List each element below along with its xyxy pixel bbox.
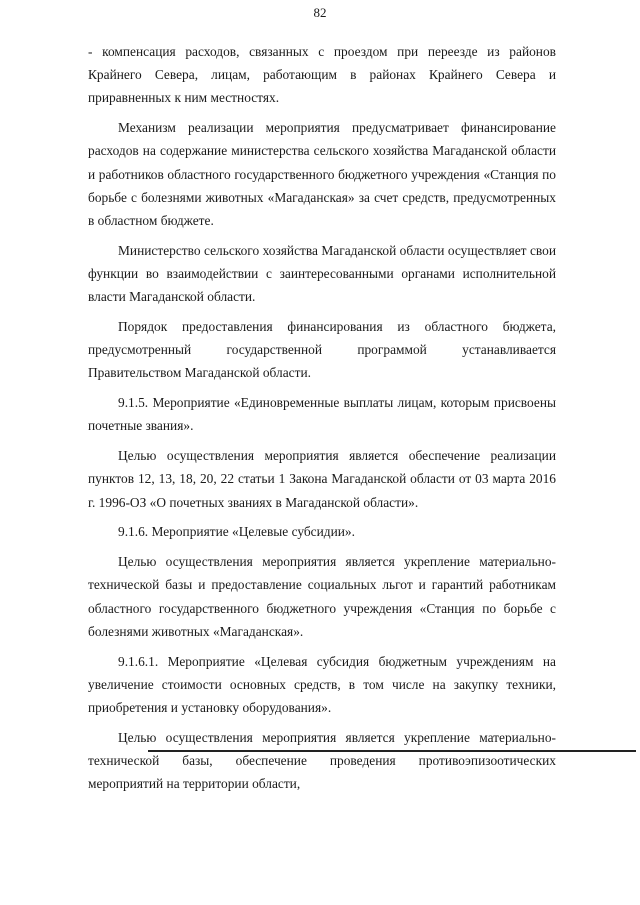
paragraph-funding-procedure: Порядок предоставления финансирования из областного бюджета, предусмотренный государственной программой устанавливается Правительством Магаданской области.	[88, 319, 556, 381]
page-number: 82	[313, 5, 327, 20]
paragraph-mechanism: Механизм реализации мероприятия предусматривает финансирование расходов на содержание министерства сельского хозяйства Магаданской области и работников областного государственного бюджетного учреждения «Станция по борьбе с болезнями животных «Магаданская» за счет средств, предусмотренных в областном бюджете.	[88, 120, 556, 229]
section-heading-9-1-6-1: 9.1.6.1. Мероприятие «Целевая субсидия бюджетным учреждениям на увеличение стоимости основных средств, в том числе на закупку техники, приобретения и установку оборудования».	[88, 653, 556, 716]
section-heading-9-1-6: 9.1.6. Мероприятие «Целевые субсидии».	[118, 524, 355, 540]
footer-divider-line	[148, 750, 636, 752]
paragraph-ministry-functions: Министерство сельского хозяйства Магаданской области осуществляет свои функции во взаимодействии с заинтересованными органами исполнительной власти Магаданской области.	[88, 242, 556, 305]
paragraph-goal-9-1-6: Целью осуществления мероприятия является укрепление материально-технической базы и предоставление социальных льгот и гарантий работникам областного государственного бюджетного учреждения «Станция по борьбе с болезнями животных «Магаданская».	[88, 554, 556, 639]
paragraph-goal-9-1-5: Целью осуществления мероприятия является обеспечение реализации пунктов 12, 13, 18, 20, 22 статьи 1 Закона Магаданской области от 03 марта 2016 г. 1996-ОЗ «О почетных званиях в Магаданской области».	[88, 448, 556, 510]
body-text	[88, 40, 556, 802]
paragraph-goal-9-1-6-1: Целью осуществления мероприятия является укрепление материально-технической базы, обеспечение проведения противоэпизоотических мероприятий на территории области,	[88, 729, 556, 792]
paragraph-compensation-travel: - компенсация расходов, связанных с проездом при переезде из районов Крайнего Севера, лицам, работающим в районах Крайнего Севера и приравненных к ним местностях.	[88, 44, 556, 106]
section-heading-9-1-5: 9.1.5. Мероприятие «Единовременные выплаты лицам, которым присвоены почетные звания».	[88, 395, 556, 434]
